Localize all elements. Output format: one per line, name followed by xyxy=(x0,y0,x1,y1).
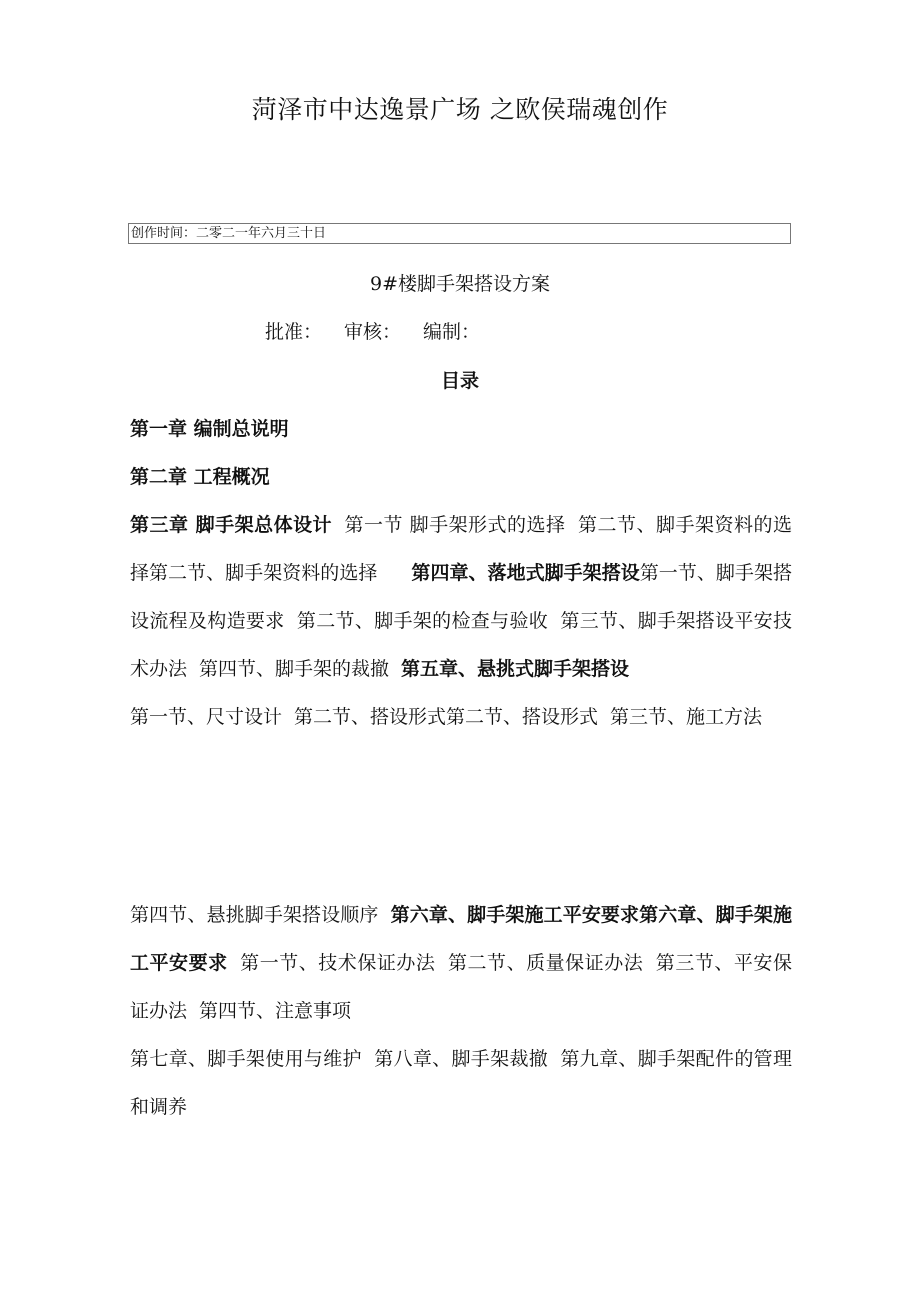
creation-time-box: 创作时间：二零二一年六月三十日 xyxy=(128,223,791,244)
compile-label: 编制： xyxy=(423,321,481,343)
toc-ch5-section-4: 第四节、悬挑脚手架搭设顺序 xyxy=(130,904,379,926)
toc-chapter-5: 第五章、悬挑式脚手架搭设 xyxy=(401,658,630,680)
toc-chapter-4: 第四章、落地式脚手架搭设 xyxy=(411,562,640,584)
toc-chapter-2: 第二章 工程概况 xyxy=(130,466,270,488)
page-title: 菏泽市中达逸景广场 之欧侯瑞魂创作 xyxy=(251,95,669,124)
toc-chapter-1: 第一章 编制总说明 xyxy=(130,418,289,440)
toc-chapter-7: 第七章、脚手架使用与维护 xyxy=(130,1048,362,1070)
toc-ch4-section-3: 第三节、脚手架搭设平安技术办法 xyxy=(130,610,792,680)
toc-ch4-section-1: 第一节、脚手架搭设流程及构造要求 xyxy=(130,562,792,632)
toc-chapter-3: 第三章 脚手架总体设计 xyxy=(130,514,333,536)
toc-ch3-section-1: 第一节 脚手架形式的选择 xyxy=(344,514,566,536)
toc-paragraph xyxy=(130,693,792,741)
review-label: 审核： xyxy=(344,321,402,343)
document-title: 9#楼脚手架搭设方案 xyxy=(369,273,550,295)
toc-ch5-section-1: 第一节、尺寸设计 xyxy=(130,706,283,728)
toc-line xyxy=(130,453,792,501)
toc-ch6-section-1: 第一节、技术保证办法 xyxy=(239,952,436,974)
toc-ch5-section-2: 第二节、搭设形式第二节、搭设形式 xyxy=(294,706,599,728)
toc-block-1 xyxy=(130,405,792,741)
toc-paragraph xyxy=(130,891,792,1035)
toc-paragraph xyxy=(130,1035,792,1131)
approve-label: 批准： xyxy=(265,321,323,343)
toc-chapter-6: 第六章、脚手架施工平安要求第六章、脚手架施工平安要求 xyxy=(130,904,792,974)
toc-ch4-section-2: 第二节、脚手架的检查与验收 xyxy=(296,610,549,632)
approval-line xyxy=(265,318,502,346)
toc-ch6-section-3: 第三节、平安保证办法 xyxy=(130,952,792,1022)
toc-heading: 目录 xyxy=(440,370,479,392)
toc-ch5-section-3: 第三节、施工方法 xyxy=(610,706,763,728)
toc-ch4-section-4: 第四节、脚手架的裁撤 xyxy=(199,658,390,680)
toc-line xyxy=(130,405,792,453)
toc-ch6-section-4: 第四节、注意事项 xyxy=(199,1000,352,1022)
toc-paragraph xyxy=(130,501,792,693)
toc-chapter-8: 第八章、脚手架裁撤 xyxy=(373,1048,549,1070)
toc-ch3-section-2: 第二节、脚手架资料的选择第二节、脚手架资料的选择 xyxy=(130,514,792,584)
toc-ch6-section-2: 第二节、质量保证办法 xyxy=(447,952,644,974)
toc-chapter-9: 第九章、脚手架配件的管理和调养 xyxy=(130,1048,792,1118)
toc-block-2 xyxy=(130,891,792,1131)
